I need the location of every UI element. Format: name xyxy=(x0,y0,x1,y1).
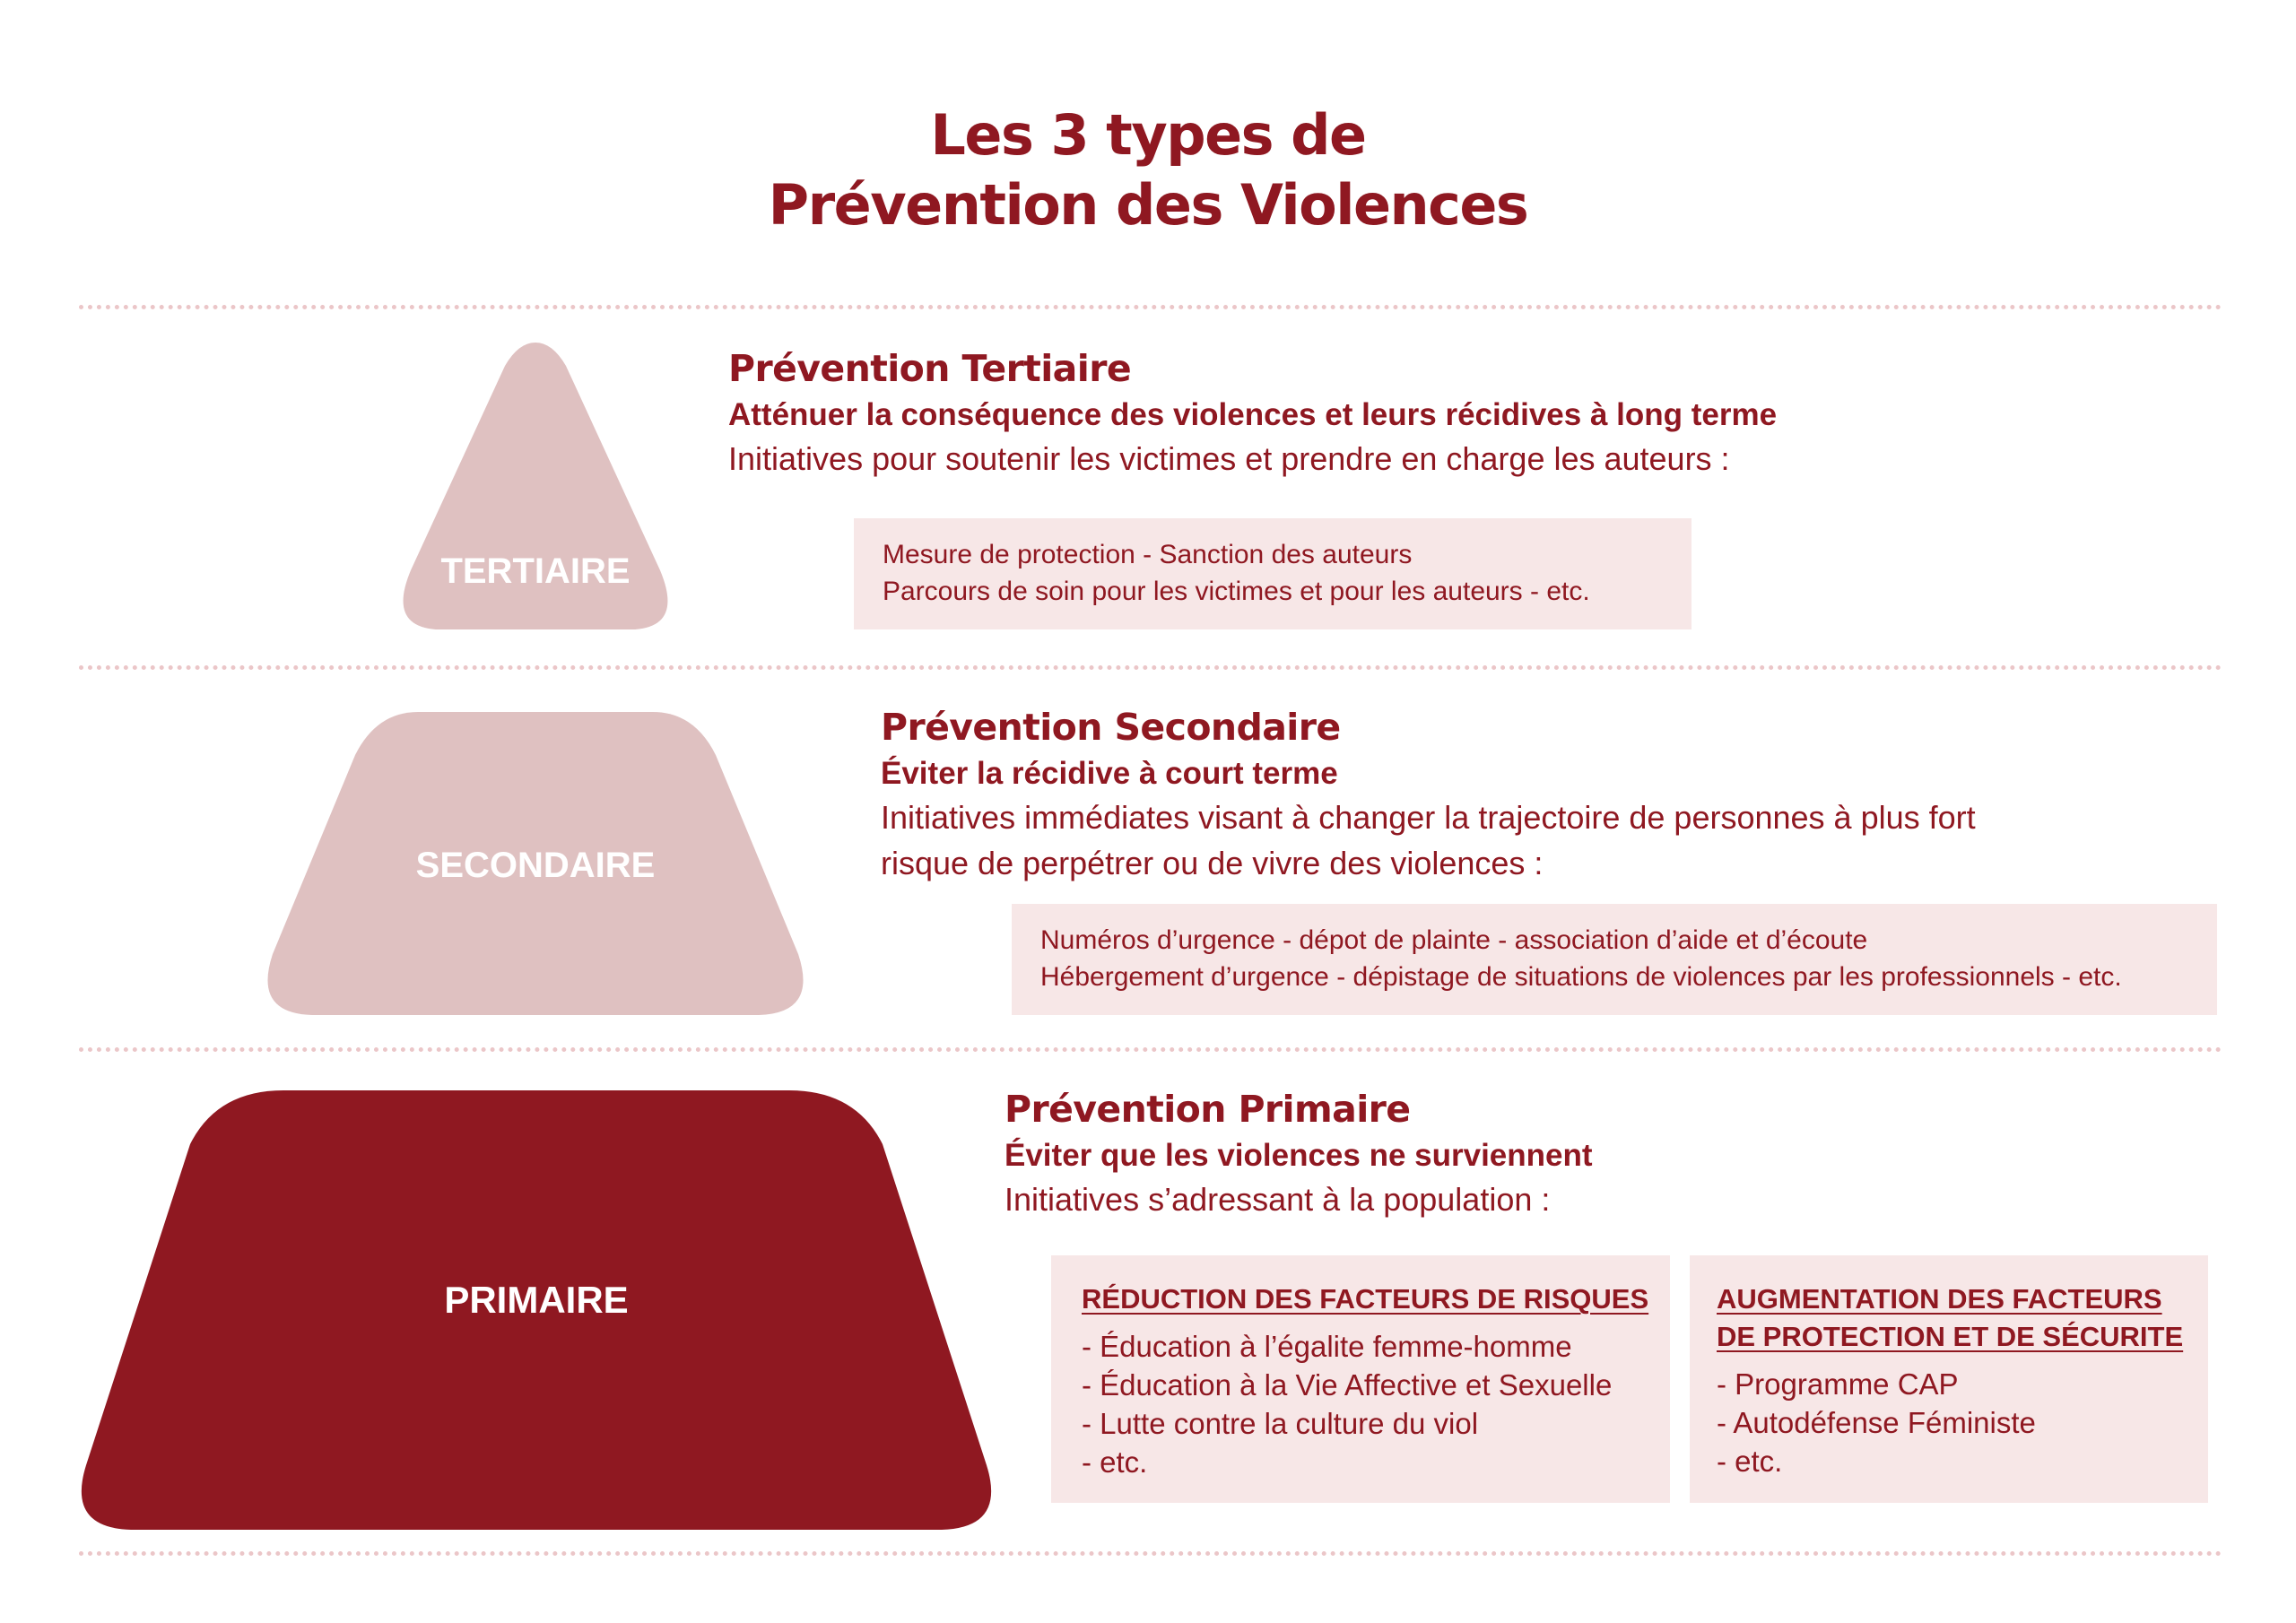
primary-subtitle: Éviter que les violences ne surviennent xyxy=(1004,1138,1593,1173)
list-item: - Programme CAP xyxy=(1717,1367,1959,1401)
primary-trapezoid xyxy=(77,1089,996,1532)
secondary-description-line: risque de perpétrer ou de vivre des violences : xyxy=(881,845,1544,881)
tertiary-title: Prévention Tertiaire xyxy=(728,347,1132,390)
primary-shape-label: PRIMAIRE xyxy=(444,1279,629,1321)
page-title-line-2: Prévention des Violences xyxy=(768,172,1528,238)
tertiary-subtitle: Atténuer la conséquence des violences et leurs récidives à long terme xyxy=(728,397,1778,432)
secondary-example-line: Hébergement d’urgence - dépistage de situations de violences par les professionnels - etc. xyxy=(1040,962,2122,992)
risk-factors-heading xyxy=(1082,1280,1670,1318)
divider-tertiary-secondary xyxy=(79,665,2222,670)
tertiary-description-line: Initiatives pour soutenir les victimes et prendre en charge les auteurs : xyxy=(728,440,1730,477)
list-item: - Éducation à l’égalite femme-homme xyxy=(1082,1330,1572,1363)
tertiary-example-line: Mesure de protection - Sanction des auteurs xyxy=(883,540,1413,569)
tertiary-examples-box xyxy=(854,518,1692,629)
risk-factors-list xyxy=(1082,1327,1670,1481)
divider-secondary-primary xyxy=(79,1047,2222,1052)
secondary-examples-box xyxy=(1012,904,2217,1015)
list-item: - etc. xyxy=(1717,1445,1783,1478)
secondary-shape-label: SECONDAIRE xyxy=(415,846,656,885)
tertiary-example-line: Parcours de soin pour les victimes et pour les auteurs - etc. xyxy=(883,577,1590,606)
protection-factors-heading xyxy=(1717,1280,2208,1356)
risk-factors-heading-line: RÉDUCTION DES FACTEURS DE RISQUES xyxy=(1082,1283,1649,1315)
list-item: - Autodéfense Féministe xyxy=(1717,1406,2036,1439)
page-title-line-1: Les 3 types de xyxy=(930,102,1366,168)
divider-bottom xyxy=(79,1551,2222,1556)
protection-factors-list xyxy=(1717,1365,2208,1480)
tertiary-description xyxy=(728,436,1730,482)
secondary-description xyxy=(881,794,1976,886)
page-title xyxy=(0,100,2296,240)
secondary-example-line: Numéros d’urgence - dépot de plainte - association d’aide et d’écoute xyxy=(1040,925,1868,955)
list-item: - etc. xyxy=(1082,1445,1148,1479)
secondary-title: Prévention Secondaire xyxy=(881,706,1341,749)
list-item: - Éducation à la Vie Affective et Sexuelle xyxy=(1082,1368,1613,1402)
tertiary-shape-label: TERTIAIRE xyxy=(440,551,631,591)
risk-factors-box xyxy=(1051,1255,1670,1503)
secondary-subtitle: Éviter la récidive à court terme xyxy=(881,756,1338,791)
protection-factors-heading-line: DE PROTECTION ET DE SÉCURITE xyxy=(1717,1321,2184,1352)
primary-description-line: Initiatives s’adressant à la population : xyxy=(1004,1181,1551,1218)
protection-factors-heading-line: AUGMENTATION DES FACTEURS xyxy=(1717,1283,2162,1315)
secondary-trapezoid xyxy=(267,710,804,1017)
list-item: - Lutte contre la culture du viol xyxy=(1082,1407,1479,1440)
primary-description xyxy=(1004,1176,1550,1222)
tertiary-triangle xyxy=(395,335,676,631)
divider-top xyxy=(79,305,2222,309)
primary-title: Prévention Primaire xyxy=(1004,1088,1411,1131)
secondary-description-line: Initiatives immédiates visant à changer la trajectoire de personnes à plus fort xyxy=(881,799,1976,836)
protection-factors-box xyxy=(1690,1255,2208,1503)
